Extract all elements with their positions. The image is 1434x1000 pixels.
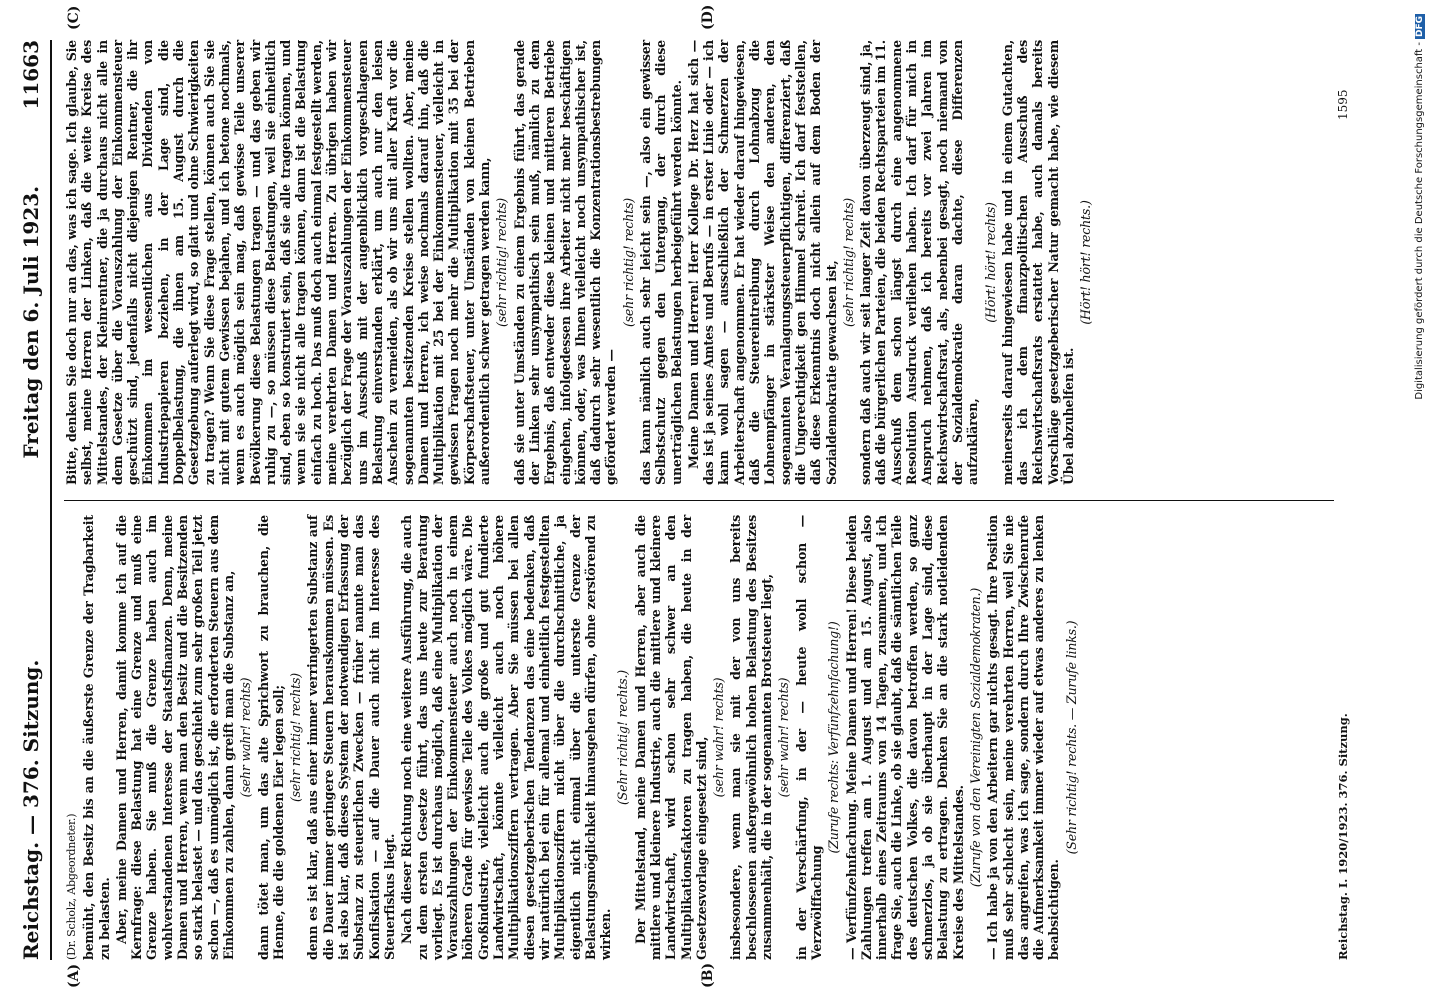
interjection: (sehr richtig! rechts) [620, 197, 636, 328]
paragraph: das kann nämlich auch sehr leicht sein —, also ein gewisser Selbstschutz gegen den Untergang, der durch diese unerträglichen Belastungen herbeigeführt werden könnte. [637, 40, 684, 485]
right-column [64, 40, 1096, 485]
paragraph: Aber, meine Damen und Herren, damit komme ich auf die Kernfrage: diese Belastung hat eine Grenze und muß eine Grenze haben. Sie muß die Grenze haben auch im wohlverstandenen Interesse der Staatsfinanzen. Denn, meine Damen und Herren, wenn man den Besitz und die Besitzenden so stark belastet — und das geschieht zum sehr großen Teil jetzt schon —, daß es unmöglich ist, die erforderten Steuern aus dem Einkommen zu zahlen, dann greift man die Substanz an, [113, 515, 236, 960]
paragraph: meinerseits darauf hingewiesen habe und in einem Gutachten, das ich dem finanzpolitischen Ausschuß des Reichswirtschaftsrats erstattet habe, auch damals bereits Vorschläge gesetzgeberischer Natur gemacht habe, wie diesem Übel abzuhelfen ist. [999, 40, 1076, 485]
paragraph: — Ich habe ja von den Arbeitern gar nichts gesagt. Ihre Position muß sehr schlecht sein, meine verehrten Herren, weil Sie nie das angreifen, was ich sage, sondern durch Ihre Zwischenrufe die Aufmerksamkeit immer wieder auf etwas anderes zu lenken beabsichtigen. [985, 515, 1062, 960]
paragraph: Bitte, denken Sie doch nur an das, was ich sage. Ich glaube, Sie selbst, meine Herren der Linken, daß die weite Kreise des Mittelstandes, der Kleinrentner, die ja durchaus nicht alle in dem Gesetze über die Vorauszahlung der Einkommensteuer geschützt sind, jedenfalls nicht diejenigen Rentner, die ihr Einkommen im wesentlichen aus Dividenden von Industriepapieren beziehen, in der Lage sind, die Doppelbelastung, die ihnen am 15. August durch die Gesetzgebung auferlegt wird, so glatt und ohne Schwierigkeiten zu tragen? Wenn Sie diese Frage stellen, können auch Sie sie nicht mit gutem Gewissen bejahen, und ich betone nochmals, wenn es auch möglich sein mag, daß gewisse Teile unserer Bevölkerung diese Belastungen tragen — und das geben wir ruhig zu —, so müssen diese Belastungen, weil sie einheitlich sind, eben so konstruiert sein, daß sie alle tragen können, und wenn sie sie nicht alle tragen können, dann ist die Belastung einfach zu hoch. Das muß doch auch einmal festgestellt werden, meine verehrten Damen und Herren. Zu übrigen haben wir bezüglich der Frage der Vorauszahlungen der Einkommensteuer uns im Ausschuß mit der augenblicklich vorgeschlagenen Belastung einverstanden erklärt, um auch nur den leisen Anschein zu vermeiden, als ob wir uns mit aller Kraft vor die sogenannten besitzenden Kreise stellen wollten. Aber, meine Damen und Herren, ich weise nochmals darauf hin, daß die Multiplikation mit 25 bei der Einkommensteuer, vielleicht in gewissen Fragen noch mehr die Multiplikation mit 35 bei der Körperschaftsteuer, unter Umständen von kleinen Betrieben außerordentlich schwer getragen werden kann, [64, 40, 493, 485]
interjection: (sehr richtig! rechts) [288, 672, 304, 803]
margin-mark-c: (C) [66, 5, 82, 30]
interjection: (Zurufe rechts: Verfünfzehnfachung!) [826, 621, 842, 854]
paragraph: Meine Damen und Herren! Herr Kollege Dr. Herz hat sich — das ist ja seines Amtes und Berufs — in erster Linie oder — ich kann wohl sagen — ausschließlich der Schmerzen der Arbeiterschaft angenommen. Er hat wieder darauf hingewiesen, daß die Steuereintreibung durch Lohnabzug die Lohnempfänger in stärkster Weise den anderen, den sogenannten Veranlagungssteuerpflichtigen, differenziert, daß die Ungerechtigkeit gen Himmel schreit. Ich darf feststellen, daß diese Erkenntnis doch nicht allein auf dem Boden der Sozialdemokratie gewachsen ist, [685, 40, 839, 485]
interjection: (sehr wahr! rechts) [238, 677, 254, 798]
dfg-logo: DFG [1415, 16, 1425, 38]
interjection: (Hört! hört! rechts) [982, 202, 998, 323]
header-page-number: 11663 [19, 40, 43, 110]
footer-page-number: 1595 [1336, 89, 1350, 120]
interjection: (sehr wahr! rechts) [711, 677, 727, 798]
paragraph: bemüht, den Besitz bis an die äußerste Grenze der Tragbarkeit zu belasten. [81, 515, 112, 960]
margin-mark-b: (B) [700, 962, 716, 988]
interjection: (Sehr richtig! rechts.) [615, 669, 631, 806]
paragraph: denn es ist klar, daß aus einer immer verringerten Substanz auf die Dauer immer geringere Steuern herauskommen müssen. Es ist also klar, daß dieses System der notwendigen Erfassung der Substanz zu steuerlichen Zwecken — früher nannte man das Konfiskation — auf die Dauer auch nicht im Interesse des Steuerfiskus liegt. [305, 515, 397, 960]
interjection: (Hört! hört! rechts.) [1078, 200, 1094, 325]
interjection: (sehr richtig! rechts) [494, 197, 510, 328]
paragraph: Nach dieser Richtung noch eine weitere Ausführung, die auch zu dem ersten Gesetze führt, das uns heute zur Beratung vorliegt. Es ist durchaus möglich, daß eine Multiplikation der Vorauszahlungen der Einkommensteuer auch noch in einem höheren Grade für gewisse Teile des Volkes möglich wäre. Die Großindustrie, vielleicht auch die große und gut fundierte Landwirtschaft, könnte vielleicht auch noch höhere Multiplikationsziffern vertragen. Aber Sie müssen bei allen diesen gesetzgeberischen Tendenzen das eine bedenken, daß wir natürlich bei ein für allemal und einheitlich festgestellten Multiplikationsziffern nicht über die durchschnittliche, ja eigentlich nicht einmal über die unterste Grenze der Belastungsmöglichkeit hinausgehen dürfen, ohne zerstörend zu wirken. [399, 515, 614, 960]
margin-mark-d: (D) [700, 4, 716, 30]
header-rule [50, 40, 52, 960]
column-divider [64, 500, 1334, 501]
paragraph: — Verfünfzehnfachung. Meine Damen und Herren! Diese beiden Zahlungen treffen am 1. August und am 15. August, also innerhalb eines Zeitraums von 14 Tagen, zusammen, und ich frage Sie, auch die Linke, ob sie glaubt, daß die sämtlichen Teile des deutschen Volkes, die davon betroffen werden, so ganz schmerzlos, ja ob sie überhaupt in der Lage sind, diese Belastung zu ertragen. Denken Sie an die stark notleidenden Kreise des Mittelstandes. [843, 515, 966, 960]
paragraph: in der Verschärfung, in der — heute wohl schon — Verzwölffachung [793, 515, 824, 960]
margin-mark-a: (A) [66, 963, 82, 988]
sidebar-text-wrap [1414, 14, 1425, 984]
interjection: (Zurufe von den Vereinigten Sozialdemokraten.) [967, 587, 983, 888]
paragraph: sondern daß auch wir seit langer Zeit davon überzeugt sind, ja, daß die bürgerlichen Parteien, die beiden Rechtsparteien im 11. Ausschuß dem schon längst durch eine angenommene Resolution Ausdruck verliehen haben. Ich darf für mich in Anspruch nehmen, daß ich bereits vor zwei Jahren im Reichswirtschaftsrat, als, nebenbei gesagt, noch niemand von der Sozialdemokratie daran dachte, diese Differenzen aufzuklären, [858, 40, 981, 485]
interjection: (sehr richtig! rechts) [840, 197, 856, 328]
speaker-line: (Dr. Scholz, Abgeordneter.) [65, 813, 78, 960]
header-left: Reichstag. — 376. Sitzung. [19, 659, 43, 960]
paragraph: insbesondere, wenn man sie mit der von uns bereits beschlossenen außergewöhnlich hohen Belastung des Besitzes zusammenhält, die in der sogenannten Brotsteuer liegt, [728, 515, 775, 960]
page-header [14, 40, 48, 960]
paragraph: daß sie unter Umständen zu einem Ergebnis führt, das gerade der Linken sehr unsympathisch sein muß, nämlich zu dem Ergebnis, daß entweder diese kleinen und mittleren Betriebe eingehen, infolgedessen ihre Arbeiter nicht mehr beschäftigen können, oder, was Ihnen vielleicht noch unsympathischer ist, daß dadurch sehr wesentlich die Konzentrationsbestrebungen gefördert werden — [511, 40, 619, 485]
sidebar-text: Digitalisierung gefördert durch die Deutsche Forschungsgemeinschaft - [1414, 42, 1425, 400]
interjection: (sehr wahr! rechts) [776, 677, 792, 798]
header-center: Freitag den 6. Juli 1923. [19, 185, 43, 459]
interjection: (Sehr richtig! rechts. — Zurufe links.) [1063, 620, 1079, 855]
paragraph: dann tötet man, um das alte Sprichwort zu brauchen, die Henne, die die goldenen Eier legen soll; [255, 515, 286, 960]
left-column [64, 515, 1081, 960]
paragraph: Der Mittelstand, meine Damen und Herren, aber auch die mittlere und kleinere Industrie, auch die mittlere und kleinere Landwirtschaft, wird schon sehr schwer an den Multiplikationsfaktoren zu tragen haben, die heute in der Gesetzesvorlage eingesetzt sind, [632, 515, 709, 960]
page-footer: Reichstag. I. 1920/1923. 376. Sitzung. [1336, 713, 1350, 960]
digitization-sidebar [1414, 14, 1428, 984]
